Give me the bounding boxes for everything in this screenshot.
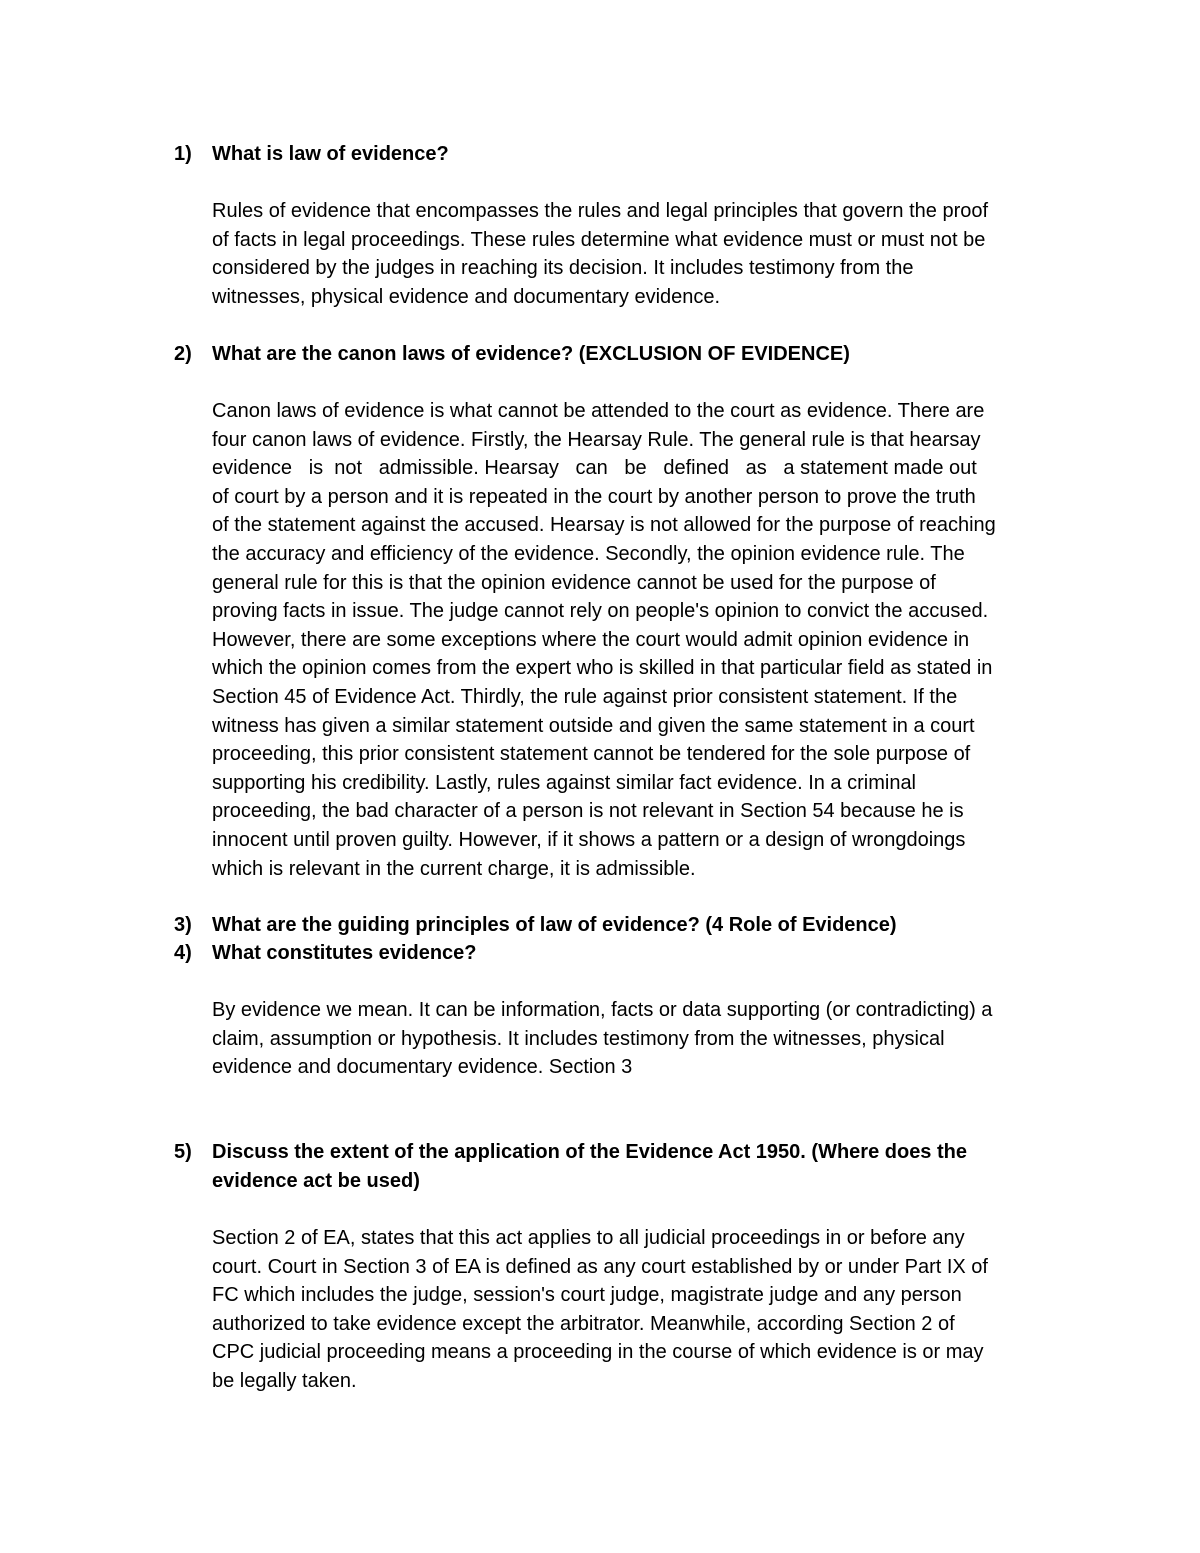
- question-text-line: Discuss the extent of the application of the Evidence Act 1950. (Where does the: [212, 1141, 967, 1163]
- question-text: What are the guiding principles of law of evidence? (4 Role of Evidence): [212, 914, 897, 936]
- answer-line: proceeding, the bad character of a person is not relevant in Section 54 because he is: [212, 800, 964, 823]
- question-4-heading: [174, 939, 1054, 968]
- answer-line: witnesses, physical evidence and documentary evidence.: [212, 285, 721, 308]
- question-text: What are the canon laws of evidence? (EXCLUSION OF EVIDENCE): [212, 343, 850, 365]
- answer-2: [212, 397, 1062, 883]
- question-number: 2): [174, 343, 192, 365]
- answer-line: proceeding, this prior consistent statement cannot be tendered for the sole purpose of: [212, 743, 971, 766]
- answer-line: general rule for this is that the opinion evidence cannot be used for the purpose of: [212, 571, 936, 594]
- answer-line: Section 45 of Evidence Act. Thirdly, the rule against prior consistent statement. If the: [212, 685, 958, 708]
- answer-5: [212, 1224, 1062, 1396]
- question-1-heading: [174, 140, 1054, 169]
- answer-line: CPC judicial proceeding means a proceeding in the course of which evidence is or may: [212, 1341, 984, 1364]
- answer-line: of court by a person and it is repeated in the court by another person to prove the truth: [212, 485, 976, 508]
- answer-line: four canon laws of evidence. Firstly, the Hearsay Rule. The general rule is that hearsay: [212, 428, 981, 451]
- question-number: 3): [174, 914, 192, 936]
- question-2-heading: [174, 340, 1054, 369]
- question-text: What constitutes evidence?: [212, 942, 477, 964]
- question-number: 1): [174, 143, 192, 165]
- answer-line: witness has given a similar statement outside and given the same statement in a court: [212, 714, 975, 737]
- question-5-heading: [174, 1138, 1054, 1195]
- question-number: 5): [174, 1141, 192, 1163]
- answer-line: which the opinion comes from the expert who is skilled in that particular field as stated in: [212, 657, 993, 680]
- answer-line: Section 2 of EA, states that this act applies to all judicial proceedings in or before any: [212, 1227, 965, 1249]
- answer-1: [212, 197, 1062, 311]
- question-text-line: evidence act be used): [212, 1169, 420, 1192]
- answer-line: evidence is not admissible. Hearsay can be defined as a statement made out: [212, 457, 977, 480]
- answer-line: However, there are some exceptions where the court would admit opinion evidence in: [212, 628, 970, 651]
- answer-line: Canon laws of evidence is what cannot be attended to the court as evidence. There are: [212, 400, 985, 422]
- answer-line: be legally taken.: [212, 1369, 357, 1392]
- answer-line: evidence and documentary evidence. Section 3: [212, 1056, 633, 1079]
- answer-line: claim, assumption or hypothesis. It includes testimony from the witnesses, physical: [212, 1027, 945, 1050]
- answer-line: FC which includes the judge, session's court judge, magistrate judge and any person: [212, 1284, 962, 1307]
- question-text: What is law of evidence?: [212, 143, 449, 165]
- answer-line: proving facts in issue. The judge cannot rely on people's opinion to convict the accused.: [212, 600, 989, 623]
- answer-line: authorized to take evidence except the arbitrator. Meanwhile, according Section 2 of: [212, 1312, 955, 1335]
- answer-line: of facts in legal proceedings. These rules determine what evidence must or must not be: [212, 228, 986, 251]
- answer-line: the accuracy and efficiency of the evidence. Secondly, the opinion evidence rule. The: [212, 542, 965, 565]
- answer-4: [212, 996, 1062, 1082]
- answer-line: court. Court in Section 3 of EA is defined as any court established by or under Part IX of: [212, 1255, 988, 1278]
- question-3-heading: [174, 911, 1054, 940]
- answer-line: innocent until proven guilty. However, if it shows a pattern or a design of wrongdoings: [212, 828, 966, 851]
- answer-line: of the statement against the accused. Hearsay is not allowed for the purpose of reaching: [212, 514, 996, 537]
- answer-line: Rules of evidence that encompasses the rules and legal principles that govern the proof: [212, 200, 989, 222]
- answer-line: supporting his credibility. Lastly, rules against similar fact evidence. In a criminal: [212, 771, 917, 794]
- answer-line: considered by the judges in reaching its decision. It includes testimony from the: [212, 257, 914, 280]
- answer-line: which is relevant in the current charge, it is admissible.: [212, 857, 696, 880]
- question-number: 4): [174, 942, 192, 964]
- answer-line: By evidence we mean. It can be information, facts or data supporting (or contradicting) a: [212, 999, 993, 1021]
